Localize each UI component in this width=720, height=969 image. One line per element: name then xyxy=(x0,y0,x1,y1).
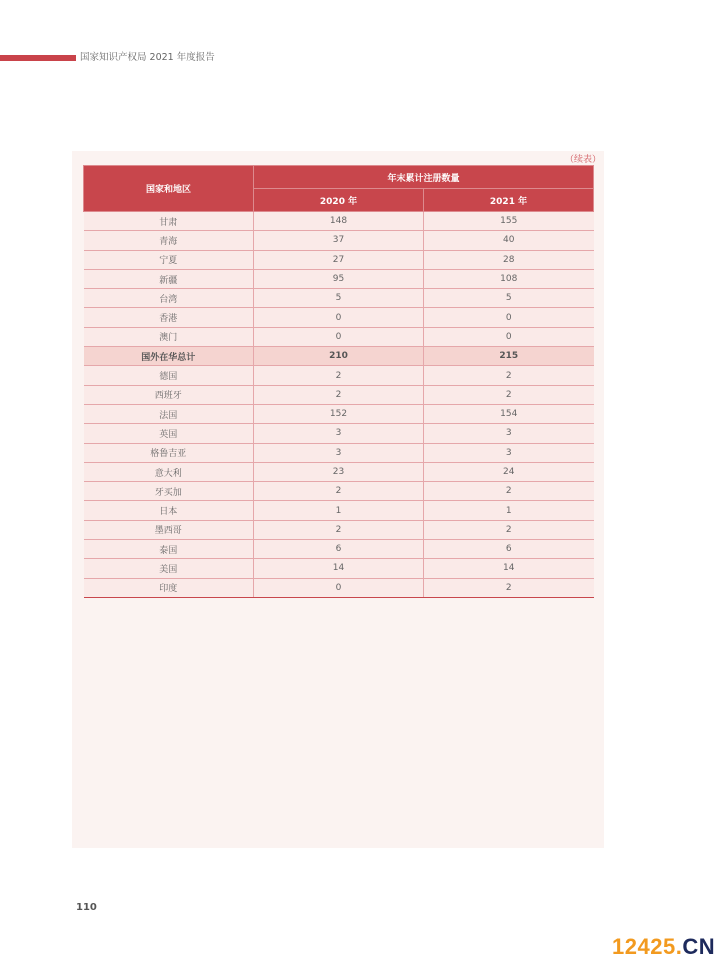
cell-2021: 3 xyxy=(424,443,594,462)
cell-2020: 210 xyxy=(254,347,424,366)
cell-region: 牙买加 xyxy=(84,482,254,501)
cell-2021: 6 xyxy=(424,540,594,559)
cell-2021: 40 xyxy=(424,231,594,250)
cell-2021: 0 xyxy=(424,308,594,327)
cell-2020: 0 xyxy=(254,327,424,346)
cell-2020: 2 xyxy=(254,385,424,404)
table-body xyxy=(84,212,594,598)
watermark-suffix: CN xyxy=(682,934,716,959)
table-row xyxy=(84,231,594,250)
cell-2020: 27 xyxy=(254,250,424,269)
cell-2020: 0 xyxy=(254,308,424,327)
cell-2020: 0 xyxy=(254,578,424,597)
cell-2021: 2 xyxy=(424,482,594,501)
cell-2020: 2 xyxy=(254,366,424,385)
cell-2021: 2 xyxy=(424,520,594,539)
cell-2021: 28 xyxy=(424,250,594,269)
cell-2020: 5 xyxy=(254,289,424,308)
cell-2021: 1 xyxy=(424,501,594,520)
cell-2021: 3 xyxy=(424,424,594,443)
continued-label: （续表） xyxy=(565,155,602,165)
table-row-total xyxy=(84,347,594,366)
table-row xyxy=(84,327,594,346)
cell-region: 意大利 xyxy=(84,462,254,481)
cell-region: 法国 xyxy=(84,404,254,423)
cell-region: 甘肃 xyxy=(84,212,254,231)
cell-2021: 5 xyxy=(424,289,594,308)
cell-region: 宁夏 xyxy=(84,250,254,269)
cell-2020: 152 xyxy=(254,404,424,423)
cell-region: 泰国 xyxy=(84,540,254,559)
cell-region: 德国 xyxy=(84,366,254,385)
table-row xyxy=(84,424,594,443)
table-row xyxy=(84,385,594,404)
cell-region: 新疆 xyxy=(84,269,254,288)
table-row xyxy=(84,520,594,539)
table-row xyxy=(84,559,594,578)
cell-2020: 1 xyxy=(254,501,424,520)
header-year-2021: 2021 年 xyxy=(424,189,594,212)
watermark-dot: . xyxy=(675,934,683,959)
cell-region: 国外在华总计 xyxy=(84,347,254,366)
cell-region: 美国 xyxy=(84,559,254,578)
table-row xyxy=(84,366,594,385)
header-group: 年末累计注册数量 xyxy=(254,166,594,189)
cell-2020: 14 xyxy=(254,559,424,578)
cell-2020: 23 xyxy=(254,462,424,481)
cell-2020: 3 xyxy=(254,443,424,462)
table-row xyxy=(84,482,594,501)
header-region: 国家和地区 xyxy=(84,166,254,212)
site-watermark-logo xyxy=(612,934,715,960)
cell-region: 青海 xyxy=(84,231,254,250)
header-accent-bar xyxy=(0,55,76,61)
table-row xyxy=(84,269,594,288)
cell-region: 印度 xyxy=(84,578,254,597)
page-number: 110 xyxy=(76,902,97,913)
cell-2021: 2 xyxy=(424,578,594,597)
cell-region: 格鲁吉亚 xyxy=(84,443,254,462)
cell-2021: 24 xyxy=(424,462,594,481)
cell-2021: 0 xyxy=(424,327,594,346)
cell-region: 澳门 xyxy=(84,327,254,346)
cell-region: 西班牙 xyxy=(84,385,254,404)
cell-2021: 215 xyxy=(424,347,594,366)
table-row xyxy=(84,289,594,308)
cell-2020: 95 xyxy=(254,269,424,288)
cell-2020: 148 xyxy=(254,212,424,231)
cell-region: 日本 xyxy=(84,501,254,520)
cell-region: 英国 xyxy=(84,424,254,443)
table-row xyxy=(84,404,594,423)
table-row xyxy=(84,501,594,520)
cell-2020: 2 xyxy=(254,482,424,501)
table-row xyxy=(84,308,594,327)
cell-region: 墨西哥 xyxy=(84,520,254,539)
table-row xyxy=(84,540,594,559)
cell-2021: 2 xyxy=(424,366,594,385)
cell-2021: 155 xyxy=(424,212,594,231)
cell-region: 香港 xyxy=(84,308,254,327)
table-row xyxy=(84,578,594,597)
cell-2021: 154 xyxy=(424,404,594,423)
cell-2020: 2 xyxy=(254,520,424,539)
cell-2020: 3 xyxy=(254,424,424,443)
cell-region: 台湾 xyxy=(84,289,254,308)
report-title: 国家知识产权局 2021 年度报告 xyxy=(80,52,215,63)
cell-2021: 2 xyxy=(424,385,594,404)
table-row xyxy=(84,212,594,231)
cell-2020: 37 xyxy=(254,231,424,250)
table-row xyxy=(84,462,594,481)
table-row xyxy=(84,443,594,462)
table-row xyxy=(84,250,594,269)
cell-2021: 14 xyxy=(424,559,594,578)
cell-2021: 108 xyxy=(424,269,594,288)
watermark-number: 12425 xyxy=(612,934,676,959)
header-year-2020: 2020 年 xyxy=(254,189,424,212)
cell-2020: 6 xyxy=(254,540,424,559)
registration-table xyxy=(83,165,594,598)
